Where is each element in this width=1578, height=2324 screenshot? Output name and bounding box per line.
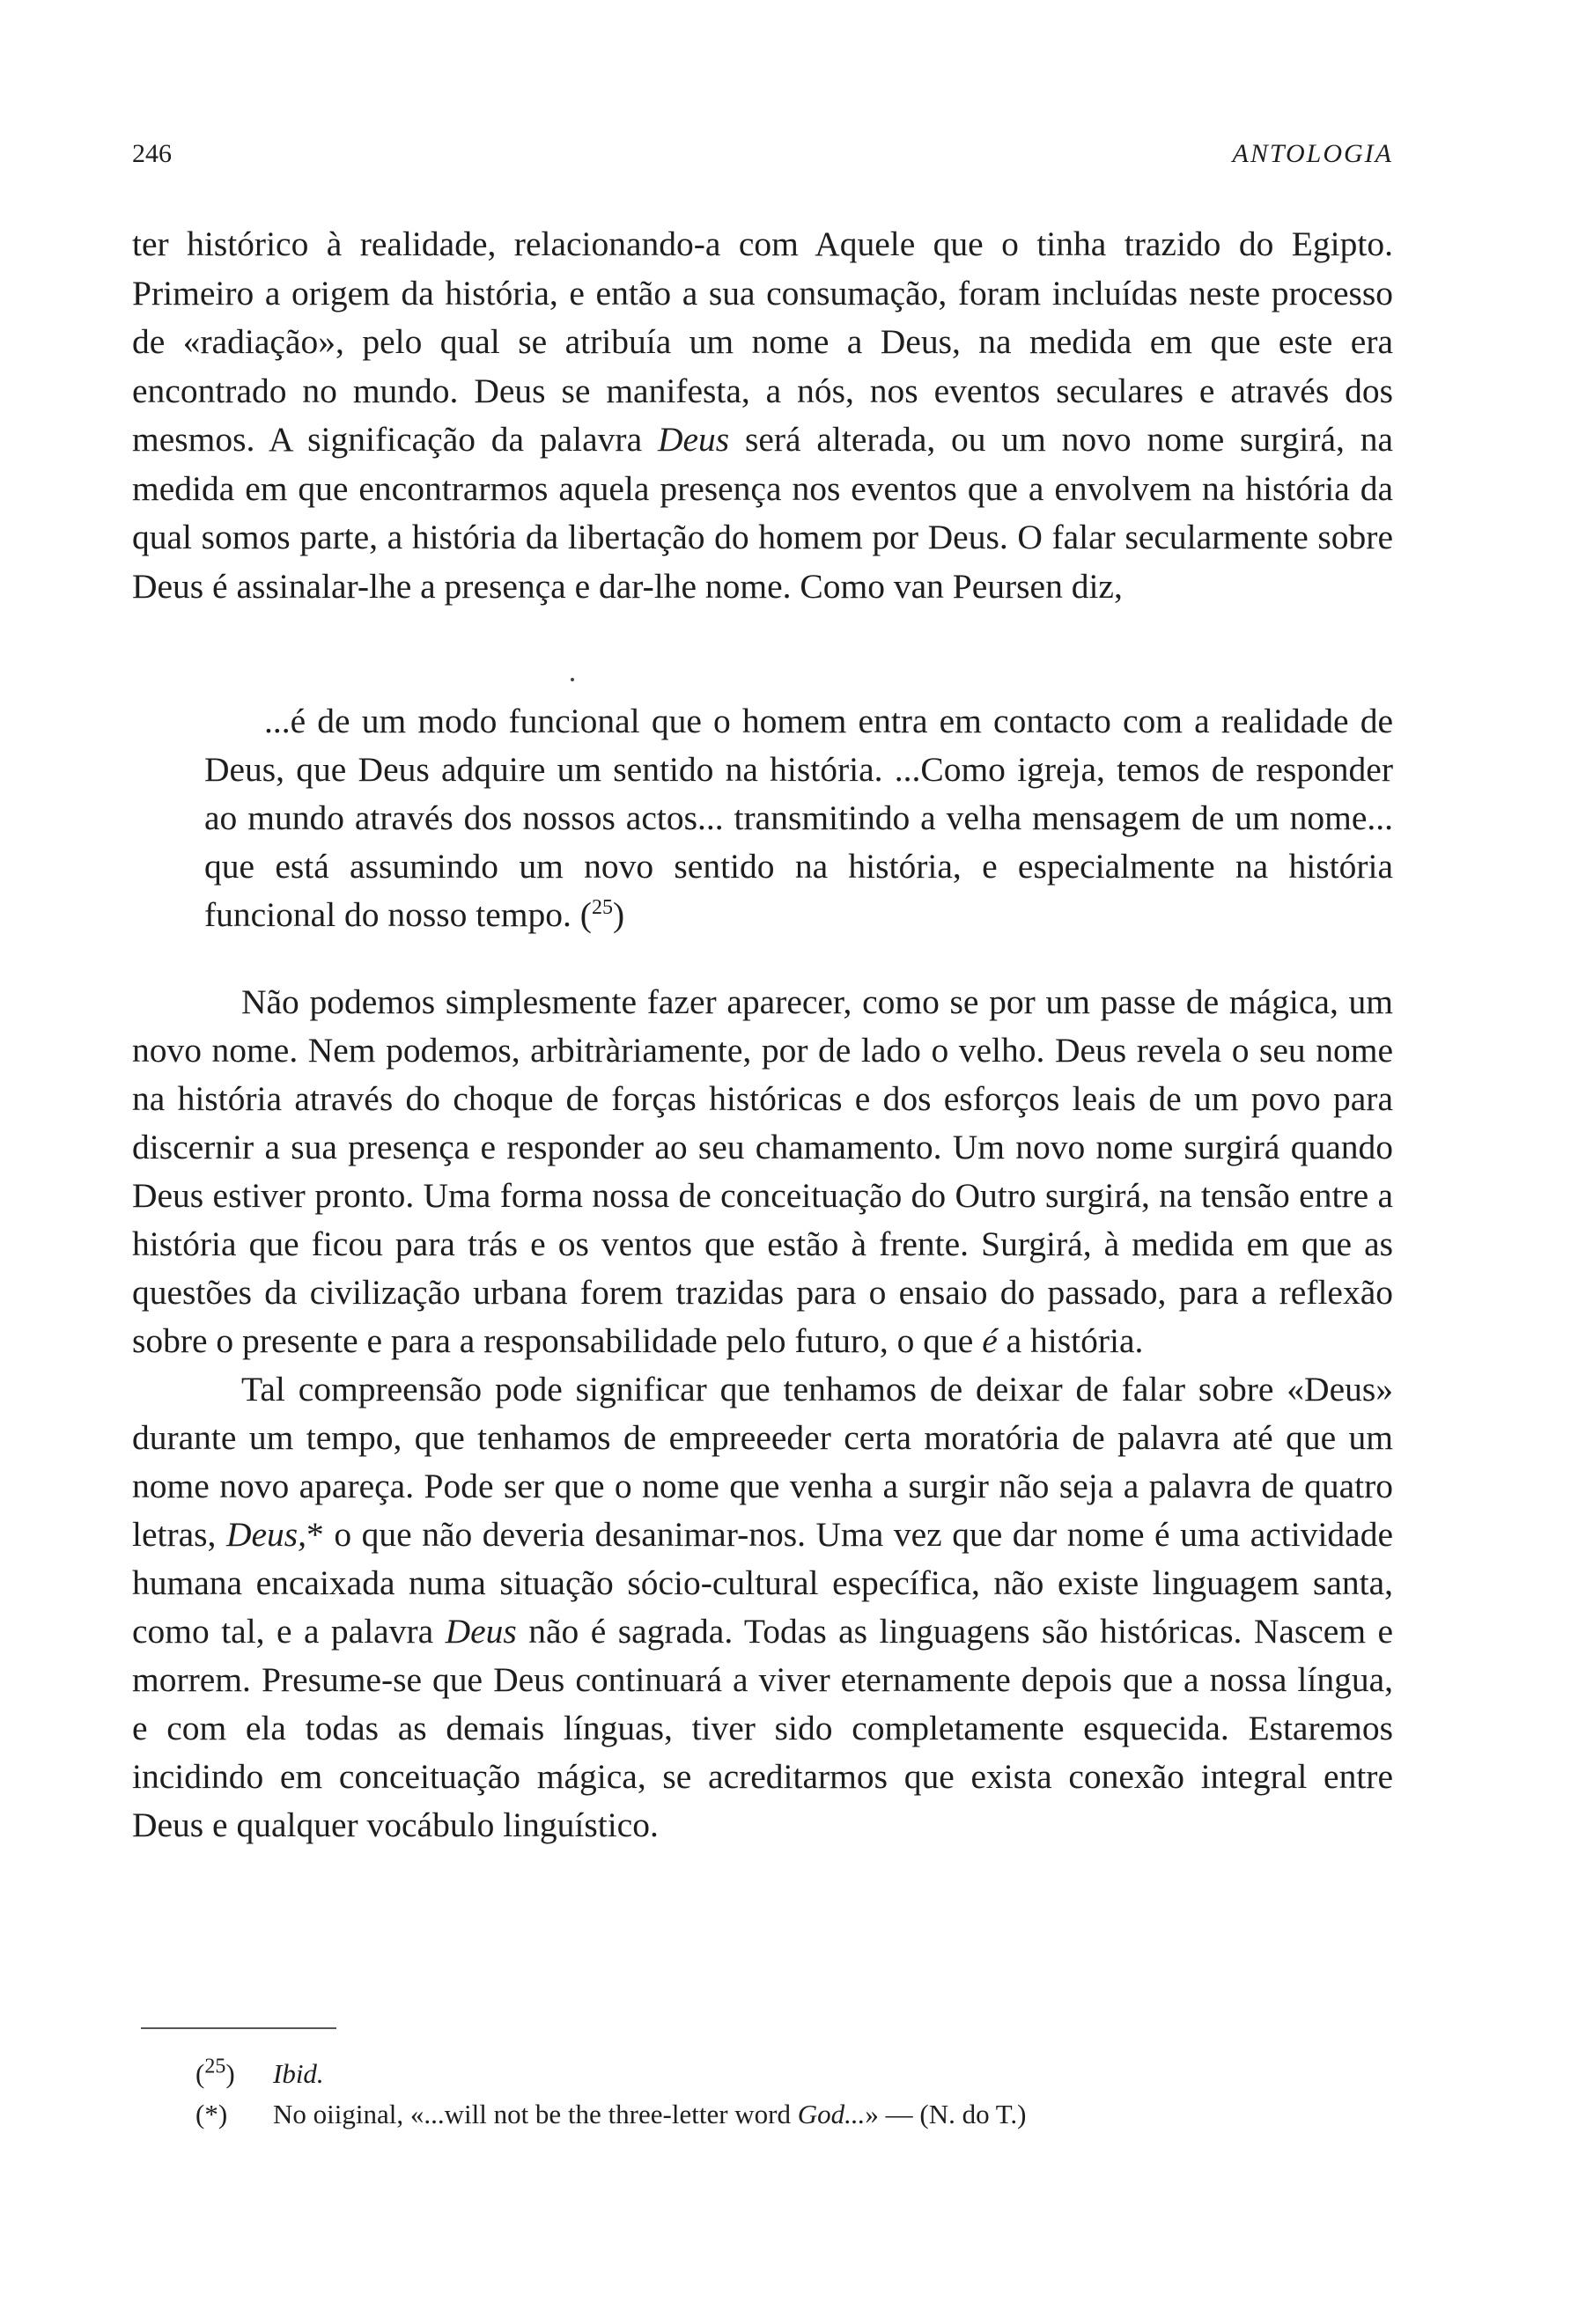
paragraph-1-text: ter histórico à realidade, relacionando-a com Aquele que o tinha trazido do Egipto. Primeiro a origem da história, e então a sua consumação, foram incluídas neste processo de «radiação», pelo qual se atribuía um nome a Deus, na medida em que este era encontrado no mundo. Deus se manifesta, a nós, nos eventos seculares e através dos mesmos. A significação da palavra	[132, 224, 1393, 459]
footnote-separator	[141, 2027, 336, 2029]
paragraph-2-italic: é	[982, 1321, 998, 1360]
paragraph-3-part-b: * o que não deveria desanimar-nos. Uma vez que dar nome é uma actividade humana encaixada numa situação sócio-cultural específica, não existe linguagem santa, como tal, e a palavra	[132, 1515, 1393, 1651]
paragraph-3-part-c: não é sagrada. Todas as linguagens são históricas. Nascem e morrem. Presume-se que Deus continuará a viver eternamente depois que a nossa língua, e com ela todas as demais línguas, tiver sido completamente esquecida. Estaremos incidindo em conceituação mágica, se acreditarmos que exista conexão integral entre Deus e qualquer vocábulo linguístico.	[132, 1612, 1394, 1844]
paragraph-3-italic-2: Deus	[445, 1612, 517, 1651]
footnote-asterisk-italic: God...	[797, 2099, 866, 2129]
paragraph-2	[132, 978, 1393, 1365]
footnote-asterisk-text-a: No oiiginal, «...will not be the three-letter word	[273, 2099, 791, 2129]
footnote-mark-number: 25	[204, 2055, 226, 2078]
paragraph-1	[132, 220, 1393, 611]
block-quote	[204, 697, 1393, 939]
main-paragraphs	[132, 978, 1393, 1850]
footnote-mark-asterisk: (*)	[195, 2099, 228, 2129]
paragraph-3-italic-1: Deus,	[225, 1515, 307, 1554]
quote-body: ...é de um modo funcional que o homem entra em contacto com a realidade de Deus, que Deus adquire um sentido na história. ...Como igreja, temos de responder ao mundo através dos nossos actos... transmitindo a velha mensagem de um nome... que está assumindo um novo sentido na história, e especialmente na história funcional do nosso tempo.	[204, 702, 1393, 934]
footnote-asterisk	[195, 2094, 1393, 2135]
paragraph-1-rest: será alterada, ou um novo nome surgirá, na medida em que encontrarmos aquela presença nos eventos que a envolvem na história da qual somos parte, a história da libertação do homem por Deus. O falar secularmente sobre Deus é assinalar-lhe a presença e dar-lhe nome. Como van Peursen diz,	[132, 420, 1394, 606]
paragraph-1-italic-word: Deus	[657, 420, 730, 459]
opening-paragraph	[132, 220, 1393, 611]
quote-ref-open: (	[579, 895, 592, 934]
print-speck	[571, 678, 574, 681]
paragraph-3-part-a: Tal compreensão pode significar que tenhamos de deixar de falar sobre «Deus» durante um tempo, que tenhamos de empreeeder certa moratória de palavra até que um nome novo apareça. Pode ser que o nome que venha a surgir não seja a palavra de quatro letras,	[132, 1370, 1393, 1554]
quote-reference	[580, 895, 624, 934]
quote-ref-close: )	[612, 895, 625, 934]
page-number: 246	[132, 139, 172, 168]
quote-ref-number: 25	[591, 895, 613, 919]
footnote-mark-open: (	[195, 2058, 205, 2089]
footnote-asterisk-text-b: » — (N. do T.)	[865, 2099, 1027, 2129]
footnote-25	[195, 2054, 1393, 2094]
footnote-mark-25	[195, 2054, 273, 2094]
footnotes	[195, 2054, 1393, 2135]
paragraph-2-text: Não podemos simplesmente fazer aparecer, como se por um passe de mágica, um novo nome. Nem podemos, arbitràriamente, por de lado o velho. Deus revela o seu nome na história através do choque de forças históricas e dos esforços leais de um povo para discernir a sua presença e responder ao seu chamamento. Um novo nome surgirá quando Deus estiver pronto. Uma forma nossa de conceituação do Outro surgirá, na tensão entre a história que ficou para trás e os ventos que estão à frente. Surgirá, à medida em que as questões da civilização urbana forem trazidas para o ensaio do passado, para a reflexão sobre o presente e para a responsabilidade pelo futuro, o que	[132, 982, 1393, 1360]
paragraph-2-end: a história.	[1006, 1321, 1144, 1360]
footnote-25-text: Ibid.	[273, 2058, 324, 2089]
book-title: ANTOLOGIA	[1232, 139, 1393, 168]
quote-text	[204, 697, 1393, 939]
paragraph-3	[132, 1365, 1393, 1850]
footnote-mark-close: )	[225, 2058, 235, 2089]
running-head	[132, 139, 1393, 183]
